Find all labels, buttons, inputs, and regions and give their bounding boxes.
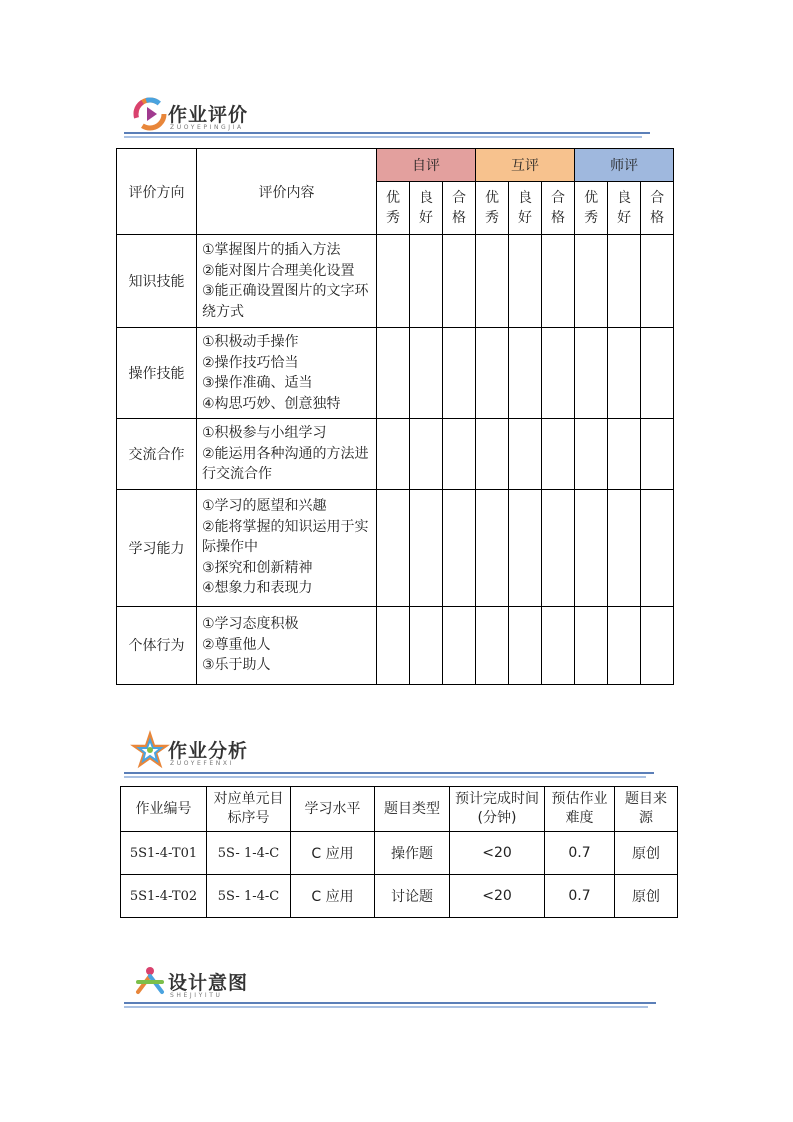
evaluation-criterion: ④想象力和表现力 — [202, 580, 313, 597]
rating-cell[interactable] — [509, 235, 542, 328]
evaluation-direction: 操作技能 — [117, 328, 197, 419]
evaluation-criterion: ②能运用各种沟通的方法进行交流合作 — [202, 445, 369, 482]
design-section-header — [124, 962, 659, 1008]
analysis-header: 预估作业难度 — [545, 787, 615, 832]
analysis-title: 作业分析 — [168, 740, 249, 762]
rating-cell[interactable] — [608, 606, 641, 684]
evaluation-content — [197, 328, 377, 419]
header-self-eval: 自评 — [377, 149, 476, 182]
evaluation-criterion: ①掌握图片的插入方法 — [202, 242, 341, 258]
evaluation-direction: 知识技能 — [117, 235, 197, 328]
rating-cell[interactable] — [443, 606, 476, 684]
rating-cell[interactable] — [608, 328, 641, 419]
evaluation-content — [197, 235, 377, 328]
rating-cell[interactable] — [575, 606, 608, 684]
design-logo-icon — [130, 962, 170, 1002]
rating-cell[interactable] — [476, 419, 509, 490]
rating-cell[interactable] — [377, 328, 410, 419]
evaluation-direction: 学习能力 — [117, 489, 197, 606]
design-subtitle: SHEJIYITU — [170, 992, 223, 999]
analysis-header: 题目类型 — [375, 787, 450, 832]
analysis-table — [120, 786, 678, 918]
rating-cell[interactable] — [641, 606, 674, 684]
analysis-cell: 5S1-4-T02 — [121, 875, 207, 918]
rating-cell[interactable] — [476, 489, 509, 606]
evaluation-criterion: ③能正确设置图片的文字环绕方式 — [202, 283, 369, 320]
grade-header: 合 格 — [542, 182, 575, 235]
rating-cell[interactable] — [575, 235, 608, 328]
rating-cell[interactable] — [575, 419, 608, 490]
evaluation-direction: 个体行为 — [117, 606, 197, 684]
analysis-header: 学习水平 — [291, 787, 375, 832]
evaluation-criterion: ④构思巧妙、创意独特 — [202, 395, 341, 412]
evaluation-row — [117, 489, 674, 606]
evaluation-table — [116, 148, 674, 685]
rating-cell[interactable] — [509, 419, 542, 490]
rating-cell[interactable] — [575, 489, 608, 606]
evaluation-subtitle: ZUOYEPINGJIA — [170, 124, 244, 131]
analysis-header: 对应单元目标序号 — [207, 787, 291, 832]
rating-cell[interactable] — [542, 419, 575, 490]
rating-cell[interactable] — [476, 235, 509, 328]
rating-cell[interactable] — [377, 235, 410, 328]
rating-cell[interactable] — [542, 606, 575, 684]
rating-cell[interactable] — [641, 235, 674, 328]
rating-cell[interactable] — [410, 606, 443, 684]
evaluation-title: 作业评价 — [168, 104, 249, 126]
analysis-cell: 0.7 — [545, 875, 615, 918]
evaluation-criterion: ①学习态度积极 — [202, 616, 299, 633]
evaluation-criterion: ③操作准确、适当 — [202, 375, 313, 391]
rating-cell[interactable] — [476, 606, 509, 684]
evaluation-criterion: ③乐于助人 — [202, 657, 271, 674]
analysis-cell: 原创 — [615, 832, 678, 875]
evaluation-section-header — [124, 94, 654, 138]
rating-cell[interactable] — [542, 489, 575, 606]
grade-header: 优 秀 — [377, 182, 410, 235]
evaluation-row — [117, 419, 674, 490]
header-peer-eval: 互评 — [476, 149, 575, 182]
analysis-row — [121, 832, 678, 875]
analysis-cell: 讨论题 — [375, 875, 450, 918]
rating-cell[interactable] — [377, 419, 410, 490]
evaluation-criterion: ②能将掌握的知识运用于实际操作中 — [202, 518, 369, 556]
grade-header: 合 格 — [443, 182, 476, 235]
evaluation-criterion: ①积极动手操作 — [202, 334, 299, 350]
analysis-cell: <20 — [450, 875, 545, 918]
evaluation-row — [117, 235, 674, 328]
evaluation-criterion: ②尊重他人 — [202, 636, 271, 653]
analysis-header: 作业编号 — [121, 787, 207, 832]
evaluation-content — [197, 419, 377, 490]
rating-cell[interactable] — [608, 489, 641, 606]
analysis-cell: 0.7 — [545, 832, 615, 875]
analysis-cell: 5S1-4-T01 — [121, 832, 207, 875]
rating-cell[interactable] — [410, 489, 443, 606]
analysis-subtitle: ZUOYEFENXI — [170, 760, 234, 767]
evaluation-row — [117, 606, 674, 684]
rating-cell[interactable] — [410, 328, 443, 419]
analysis-cell: 原创 — [615, 875, 678, 918]
evaluation-content — [197, 489, 377, 606]
rating-cell[interactable] — [410, 419, 443, 490]
evaluation-criterion: ②能对图片合理美化设置 — [202, 262, 355, 279]
rating-cell[interactable] — [443, 419, 476, 490]
evaluation-criterion: ②操作技巧恰当 — [202, 354, 299, 371]
rating-cell[interactable] — [542, 328, 575, 419]
rating-cell[interactable] — [443, 235, 476, 328]
rating-cell[interactable] — [443, 489, 476, 606]
evaluation-direction: 交流合作 — [117, 419, 197, 490]
analysis-header: 题目来源 — [615, 787, 678, 832]
grade-header: 合 格 — [641, 182, 674, 235]
evaluation-content — [197, 606, 377, 684]
rating-cell[interactable] — [641, 419, 674, 490]
rating-cell[interactable] — [542, 235, 575, 328]
analysis-row — [121, 875, 678, 918]
rating-cell[interactable] — [377, 606, 410, 684]
rating-cell[interactable] — [509, 489, 542, 606]
rating-cell[interactable] — [443, 328, 476, 419]
evaluation-criterion: ①积极参与小组学习 — [202, 425, 327, 441]
rating-cell[interactable] — [509, 606, 542, 684]
design-title: 设计意图 — [168, 972, 249, 994]
grade-header: 良 好 — [608, 182, 641, 235]
rating-cell[interactable] — [608, 235, 641, 328]
rating-cell[interactable] — [641, 328, 674, 419]
rating-cell[interactable] — [575, 328, 608, 419]
analysis-section-header — [124, 730, 654, 778]
analysis-cell: 操作题 — [375, 832, 450, 875]
grade-header: 良 好 — [410, 182, 443, 235]
analysis-cell: 5S- 1-4-C — [207, 832, 291, 875]
analysis-logo-icon — [130, 730, 170, 770]
rating-cell[interactable] — [509, 328, 542, 419]
analysis-cell: <20 — [450, 832, 545, 875]
analysis-cell: C 应用 — [291, 875, 375, 918]
rating-cell[interactable] — [608, 419, 641, 490]
grade-header: 良 好 — [509, 182, 542, 235]
rating-cell[interactable] — [377, 489, 410, 606]
analysis-header: 预计完成时间(分钟) — [450, 787, 545, 832]
grade-header: 优 秀 — [476, 182, 509, 235]
rating-cell[interactable] — [641, 489, 674, 606]
evaluation-logo-icon — [130, 94, 170, 134]
rating-cell[interactable] — [410, 235, 443, 328]
evaluation-criterion: ①学习的愿望和兴趣 — [202, 498, 327, 515]
evaluation-criterion: ③探究和创新精神 — [202, 559, 313, 576]
analysis-cell: C 应用 — [291, 832, 375, 875]
evaluation-row — [117, 328, 674, 419]
grade-header: 优 秀 — [575, 182, 608, 235]
header-content: 评价内容 — [197, 149, 377, 235]
rating-cell[interactable] — [476, 328, 509, 419]
header-direction: 评价方向 — [117, 149, 197, 235]
analysis-cell: 5S- 1-4-C — [207, 875, 291, 918]
header-teacher-eval: 师评 — [575, 149, 674, 182]
